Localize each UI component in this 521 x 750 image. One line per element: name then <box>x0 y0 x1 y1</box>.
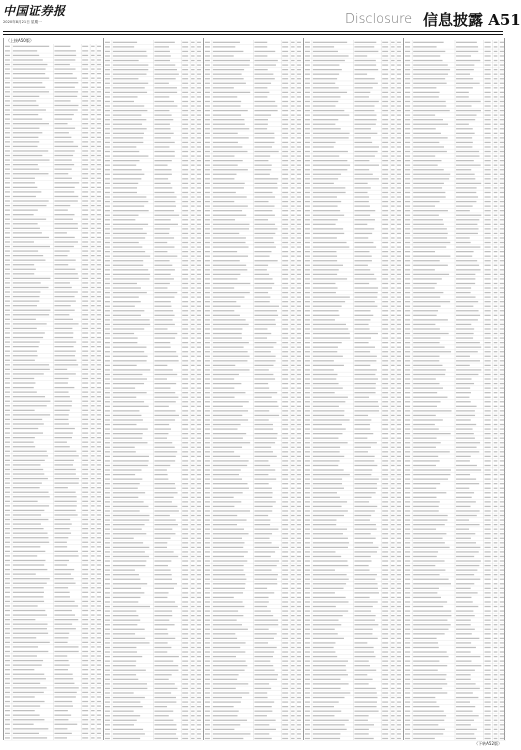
dateline: 2020年8月21日 星期一 <box>3 20 42 24</box>
continued-to-note: （下转A52版） <box>474 741 502 746</box>
table-column-4 <box>303 38 402 740</box>
table-column-5 <box>403 38 505 740</box>
table-column-1 <box>3 38 102 740</box>
table-grid <box>304 38 402 740</box>
table-column-3 <box>203 38 302 740</box>
table-grid <box>4 38 102 740</box>
disclosure-tables <box>3 38 504 740</box>
masthead-rule-thin <box>3 34 503 35</box>
masthead <box>0 0 521 34</box>
table-grid <box>204 38 302 740</box>
section-title-chinese: 信息披露 A51 <box>423 11 521 29</box>
table-column-2 <box>103 38 202 740</box>
masthead-rule <box>3 31 503 32</box>
section-title-english: Disclosure <box>345 12 413 27</box>
table-grid <box>104 38 202 740</box>
table-grid <box>404 38 504 740</box>
continued-from-note: （上接A50版） <box>6 38 34 43</box>
newspaper-logo: 中国证券报 <box>3 4 66 18</box>
